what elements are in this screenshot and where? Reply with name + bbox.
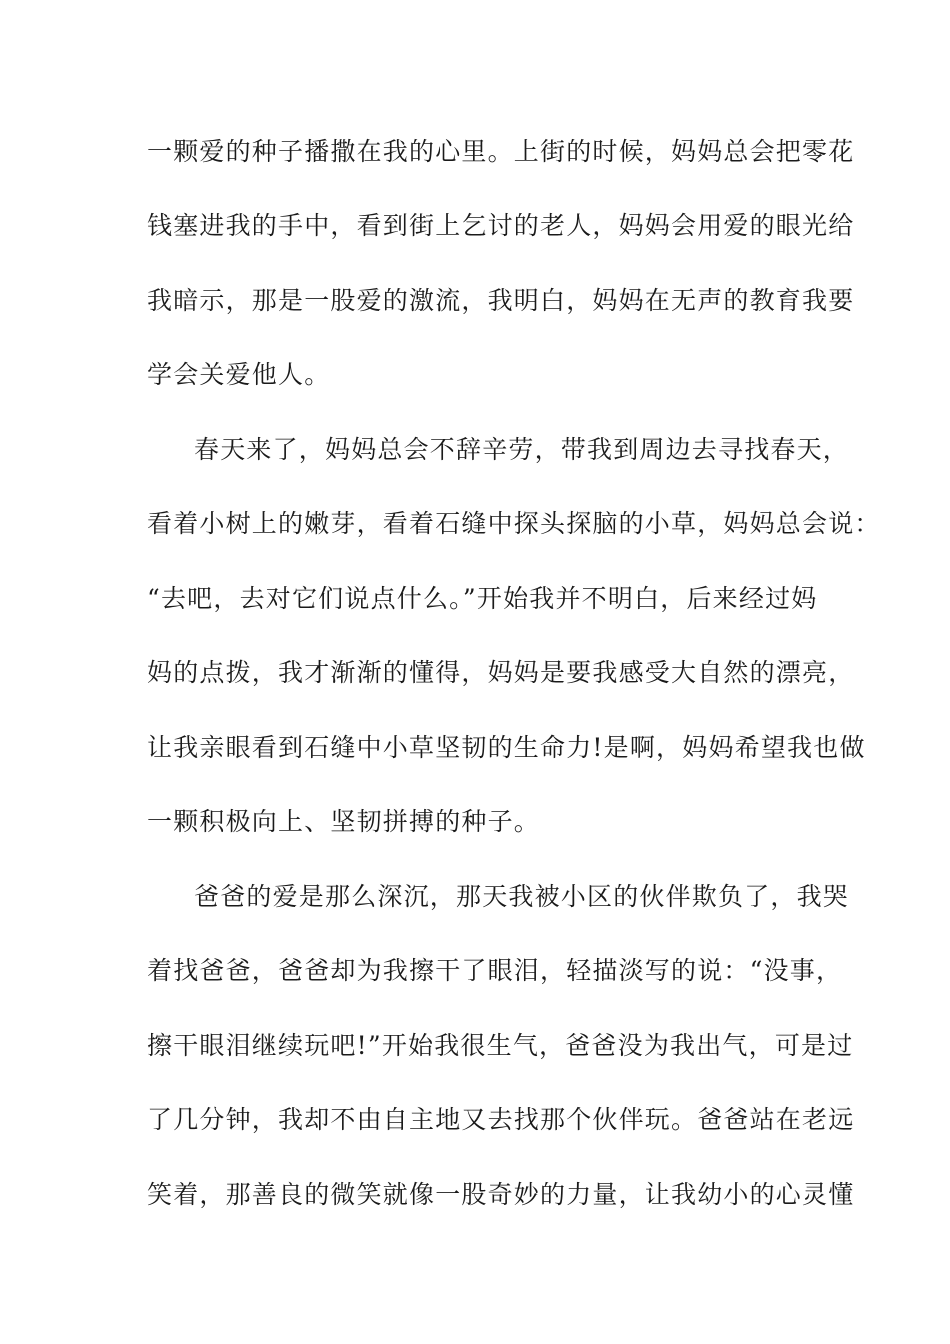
text-line: 钱塞进我的手中，看到街上乞讨的老人，妈妈会用爱的眼光给: [147, 211, 855, 240]
text-line: “去吧，去对它们说点什么。”开始我并不明白，后来经过妈: [147, 584, 818, 613]
text-line: 看着小树上的嫩芽，看着石缝中探头探脑的小草，妈妈总会说：: [147, 509, 881, 538]
text-line: 一颗爱的种子播撒在我的心里。上街的时候，妈妈总会把零花: [147, 137, 855, 166]
text-line: 一颗积极向上、坚韧拼搏的种子。: [147, 807, 541, 836]
paragraph-first-line: 爸爸的爱是那么深沉，那天我被小区的伙伴欺负了，我哭: [194, 882, 850, 911]
text-line: 了几分钟，我却不由自主地又去找那个伙伴玩。爸爸站在老远: [147, 1105, 855, 1134]
text-line: 笑着，那善良的微笑就像一股奇妙的力量，让我幼小的心灵懂: [147, 1180, 855, 1209]
text-line: 擦干眼泪继续玩吧!”开始我很生气，爸爸没为我出气，可是过: [147, 1031, 854, 1060]
text-line: 妈的点拨，我才渐渐的懂得，妈妈是要我感受大自然的漂亮，: [147, 658, 855, 687]
text-line: 着找爸爸，爸爸却为我擦干了眼泪，轻描淡写的说：“没事，: [147, 956, 843, 985]
paragraph-first-line: 春天来了，妈妈总会不辞辛劳，带我到周边去寻找春天，: [194, 435, 850, 464]
text-line: 我暗示，那是一股爱的激流，我明白，妈妈在无声的教育我要: [147, 286, 855, 315]
text-line: 让我亲眼看到石缝中小草坚韧的生命力!是啊，妈妈希望我也做: [147, 733, 866, 762]
text-line: 学会关爱他人。: [147, 360, 331, 389]
